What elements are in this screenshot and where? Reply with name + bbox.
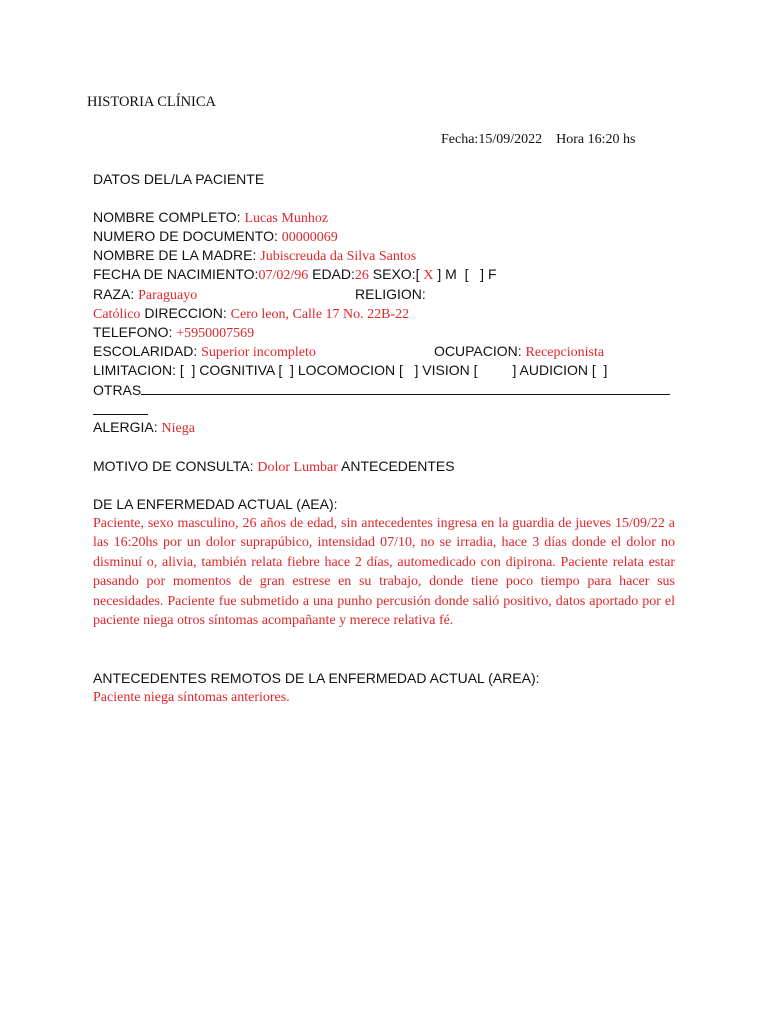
raza-value: Paraguayo	[138, 288, 198, 303]
edad-label: EDAD:	[312, 266, 355, 282]
aea-heading: DE LA ENFERMEDAD ACTUAL (AEA):	[93, 496, 338, 512]
motivo-trailing: ANTECEDENTES	[341, 458, 455, 474]
aea-paragraph: Paciente, sexo masculino, 26 años de edad, sin antecedentes ingresa en la guardia de jueves 15/09/22 a las 16:20hs por un dolor suprapúbico, intensidad 07/10, no se irradia, hace 3 días donde el dolor no disminuí o, alivia, también relata fiebre hace 2 días, automedicado con dipirona. Paciente relata estar pasando por momentos de gran estrese en su trabajo, donde tiene poco tiempo para hacer sus necesidades. Paciente fue submetido a una punho percusión donde salió positivo, datos aportado por el paciente niega otros síntomas acompañante y merece relativa fé.	[93, 516, 675, 629]
area-heading: ANTECEDENTES REMOTOS DE LA ENFERMEDAD ACTUAL (AREA):	[93, 670, 540, 686]
religion-direccion-row	[93, 304, 409, 324]
date-time-line: Fecha:15/09/2022 Hora 16:20 hs	[441, 132, 636, 147]
raza-row	[93, 285, 197, 305]
telefono-value: +5950007569	[176, 326, 255, 341]
escolaridad-row	[93, 342, 316, 362]
direccion-label: DIRECCION:	[144, 305, 227, 321]
otras-row	[93, 381, 670, 399]
sexo-value: X	[423, 268, 434, 283]
sexo-label: SEXO:[	[372, 266, 420, 282]
limitacion-row: LIMITACION: [ ] COGNITIVA [ ] LOCOMOCION [ ] VISION [ ] AUDICION [ ]	[93, 362, 608, 378]
alergia-value: Niega	[161, 421, 195, 436]
area-paragraph: Paciente niega síntomas anteriores.	[93, 690, 290, 705]
nombre-value: Lucas Munhoz	[244, 211, 329, 226]
nombre-label: NOMBRE COMPLETO:	[93, 209, 241, 225]
motivo-value: Dolor Lumbar	[257, 460, 338, 475]
ocupacion-row	[434, 342, 604, 362]
edad-value: 26	[354, 268, 369, 283]
nacimiento-value: 07/02/96	[258, 268, 309, 283]
direccion-value: Cero leon, Calle 17 No. 22B-22	[230, 307, 410, 322]
raza-label: RAZA:	[93, 286, 135, 302]
telefono-label: TELEFONO:	[93, 324, 173, 340]
ocupacion-label: OCUPACION:	[434, 343, 522, 359]
sexo-options: ] M [ ] F	[437, 266, 497, 282]
otras-fill-line-continued	[93, 414, 148, 415]
section-patient-heading: DATOS DEL/LA PACIENTE	[93, 171, 265, 187]
documento-value: 00000069	[281, 230, 338, 245]
nacimiento-row	[93, 265, 497, 285]
otras-label: OTRAS	[93, 382, 142, 398]
telefono-row	[93, 323, 254, 343]
madre-value: Jubiscreuda da Silva Santos	[260, 249, 417, 264]
ocupacion-value: Recepcionista	[525, 345, 605, 360]
madre-label: NOMBRE DE LA MADRE:	[93, 247, 257, 263]
document-title: HISTORIA CLÍNICA	[87, 94, 217, 110]
religion-label: RELIGION:	[355, 286, 426, 302]
documento-row	[93, 227, 338, 247]
nacimiento-label: FECHA DE NACIMIENTO:	[93, 266, 259, 282]
escolaridad-value: Superior incompleto	[201, 345, 316, 360]
escolaridad-label: ESCOLARIDAD:	[93, 343, 198, 359]
religion-value: Católico	[93, 307, 141, 322]
nombre-row	[93, 208, 328, 228]
otras-fill-line	[141, 382, 670, 395]
documento-label: NUMERO DE DOCUMENTO:	[93, 228, 278, 244]
motivo-label: MOTIVO DE CONSULTA:	[93, 458, 254, 474]
madre-row	[93, 246, 416, 266]
alergia-label: ALERGIA:	[93, 419, 158, 435]
alergia-row	[93, 418, 195, 438]
motivo-row	[93, 457, 455, 477]
